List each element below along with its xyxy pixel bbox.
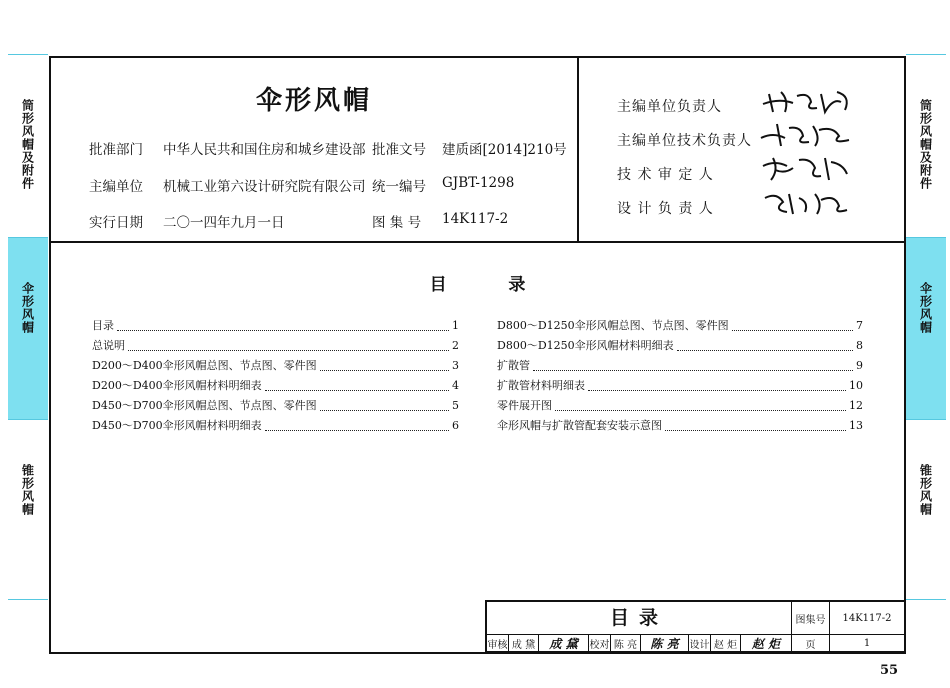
toc-item-title: D800～D1250伞形风帽总图、节点图、零件图 [497, 319, 729, 332]
toc-item-page: 6 [452, 419, 459, 432]
toc-item-page: 1 [452, 319, 459, 332]
toc-item[interactable] [497, 317, 863, 337]
responsibility-panel [579, 58, 904, 241]
toc-item-page: 2 [452, 339, 459, 352]
toc-item[interactable] [92, 417, 459, 437]
toc-item-title: D200～D400伞形风帽材料明细表 [92, 379, 262, 392]
toc-item-page: 13 [849, 419, 863, 432]
signature-image: 陈 亮 [641, 635, 689, 652]
toc-item-title: D450～D700伞形风帽总图、节点图、零件图 [92, 399, 317, 412]
toc-item-title: D200～D400伞形风帽总图、节点图、零件图 [92, 359, 317, 372]
side-tab-label: 伞形风帽 [20, 282, 35, 334]
toc-item-page: 8 [856, 339, 863, 352]
toc-item[interactable] [497, 417, 863, 437]
approving-dept: 中华人民共和国住房和城乡建设部 [163, 142, 366, 158]
resp-row [617, 96, 722, 116]
resp-row [617, 198, 714, 218]
side-tab-0[interactable] [8, 54, 48, 237]
toc-item[interactable] [92, 317, 459, 337]
atlas-header [51, 58, 904, 243]
drawing-name: 目录 [487, 602, 792, 635]
toc-item-title: D800～D1250伞形风帽材料明细表 [497, 339, 674, 352]
effective-date: 二〇一四年九月一日 [163, 215, 285, 231]
resp-row [617, 130, 752, 150]
toc-item-title: 扩散管材料明细表 [497, 379, 585, 392]
tb-review-label: 审核 [487, 635, 509, 652]
toc-item-title: 扩散管 [497, 359, 530, 372]
title-block [485, 600, 904, 652]
toc-item[interactable] [497, 377, 863, 397]
tb-checker: 陈 亮 [611, 635, 641, 652]
side-tab-label: 筒形风帽及附件 [918, 99, 933, 190]
page-number: 55 [880, 663, 899, 678]
side-tab-2[interactable] [906, 419, 946, 599]
toc-item-page: 5 [452, 399, 459, 412]
resp-label: 主编单位负责人 [617, 99, 722, 115]
resp-label: 设 计 负 责 人 [617, 201, 714, 217]
toc-heading-char: 目 [429, 275, 447, 295]
signature-image [759, 188, 859, 216]
toc-item[interactable] [92, 357, 459, 377]
toc-item[interactable] [497, 337, 863, 357]
tb-page: 1 [830, 635, 904, 652]
atlas-info [51, 58, 579, 241]
side-tab-1[interactable] [906, 237, 946, 419]
toc-column-left [92, 317, 459, 437]
approval-doc: 建质函[2014]210号 [442, 142, 567, 158]
unified-no-label: 统一编号 [372, 179, 426, 195]
toc-item-page: 7 [856, 319, 863, 332]
signature-image: 成 黛 [539, 635, 589, 652]
toc-item[interactable] [92, 337, 459, 357]
atlas-title: 伞形风帽 [255, 86, 372, 116]
toc-item-page: 9 [856, 359, 863, 372]
tb-design-label: 设计 [689, 635, 711, 652]
atlas-no-label: 图 集 号 [372, 215, 422, 231]
tb-designer: 赵 炬 [711, 635, 741, 652]
side-tab-1[interactable] [8, 237, 48, 419]
tb-atlas-no-label: 图集号 [792, 602, 830, 635]
unified-no: GJBT-1298 [442, 175, 515, 191]
resp-label: 技 术 审 定 人 [617, 167, 714, 183]
resp-row [617, 164, 714, 184]
toc-item[interactable] [497, 397, 863, 417]
toc-item-page: 10 [849, 379, 863, 392]
toc-item-title: 目录 [92, 319, 114, 332]
toc-item-title: 总说明 [92, 339, 125, 352]
approving-dept-label: 批准部门 [89, 142, 143, 158]
tb-page-label: 页 [792, 635, 830, 652]
toc-item[interactable] [497, 357, 863, 377]
toc-item-title: 伞形风帽与扩散管配套安装示意图 [497, 419, 662, 432]
toc-item[interactable] [92, 397, 459, 417]
editor-unit: 机械工业第六设计研究院有限公司 [163, 179, 366, 195]
toc-item-title: D450～D700伞形风帽材料明细表 [92, 419, 262, 432]
side-tab-label: 锥形风帽 [918, 464, 933, 516]
tb-atlas-no: 14K117-2 [830, 602, 904, 635]
tb-check-label: 校对 [589, 635, 611, 652]
toc-item[interactable] [92, 377, 459, 397]
side-tab-2[interactable] [8, 419, 48, 599]
side-tab-0[interactable] [906, 54, 946, 237]
toc-item-page: 12 [849, 399, 863, 412]
signature-image [759, 88, 859, 116]
toc-heading [51, 270, 904, 295]
drawing-frame [49, 56, 906, 654]
side-tab-label: 锥形风帽 [20, 464, 35, 516]
editor-unit-label: 主编单位 [89, 179, 143, 195]
toc-item-page: 3 [452, 359, 459, 372]
signature-image [759, 154, 859, 182]
signature-image [759, 120, 859, 148]
approval-doc-label: 批准文号 [372, 142, 426, 158]
toc-column-right [497, 317, 863, 437]
tb-reviewer: 成 黛 [509, 635, 539, 652]
toc-item-title: 零件展开图 [497, 399, 552, 412]
toc-heading-char: 录 [508, 275, 526, 295]
toc-item-page: 4 [452, 379, 459, 392]
side-tab-label: 伞形风帽 [918, 282, 933, 334]
resp-label: 主编单位技术负责人 [617, 133, 752, 149]
effective-date-label: 实行日期 [89, 215, 143, 231]
side-tab-label: 筒形风帽及附件 [20, 99, 35, 190]
atlas-no: 14K117-2 [442, 211, 509, 227]
signature-image: 赵 炬 [741, 635, 792, 652]
